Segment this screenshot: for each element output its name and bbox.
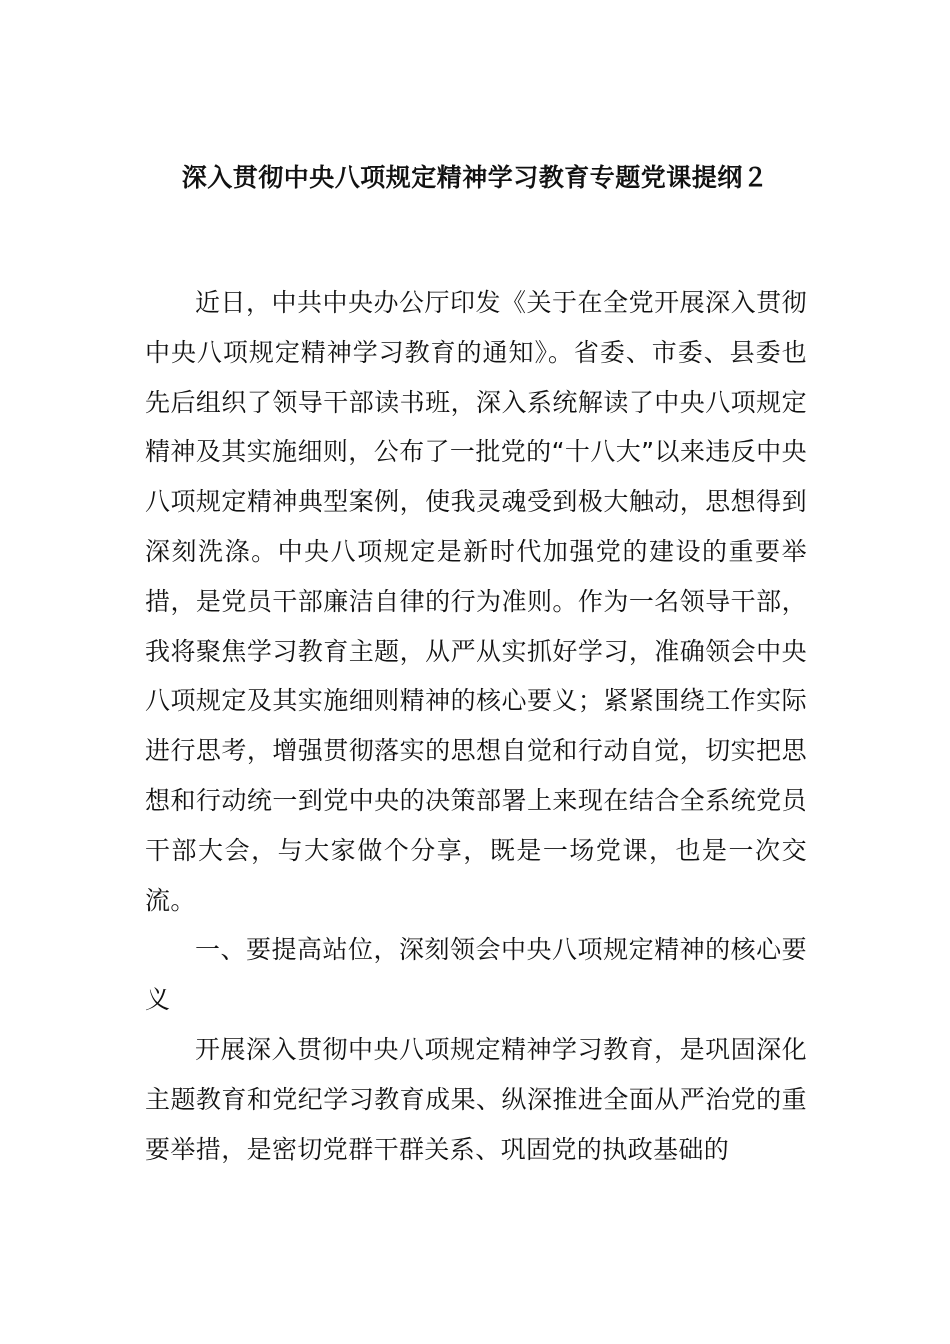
intro-paragraph: 近日，中共中央办公厅印发《关于在全党开展深入贯彻中央八项规定精神学习教育的通知》。省委、市委、县委也先后组织了领导干部读书班，深入系统解读了中央八项规定精神及其实施细则，公布了一批党的“十八大”以来违反中央八项规定精神典型案例，使我灵魂受到极大触动，思想得到深刻洗涤。中央八项规定是新时代加强党的建设的重要举措，是党员干部廉洁自律的行为准则。作为一名领导干部，我将聚焦学习教育主题，从严从实抓好学习，准确领会中央八项规定及其实施细则精神的核心要义；紧紧围绕工作实际进行思考，增强贯彻落实的思想自觉和行动自觉，切实把思想和行动统一到党中央的决策部署上来现在结合全系统党员干部大会，与大家做个分享，既是一场党课，也是一次交流。 (145, 288, 807, 915)
document-body (145, 278, 807, 1174)
section-heading-1: 一、要提高站位，深刻领会中央八项规定精神的核心要义 (145, 935, 807, 1015)
section-1-paragraph: 开展深入贯彻中央八项规定精神学习教育，是巩固深化主题教育和党纪学习教育成果、纵深推进全面从严治党的重要举措，是密切党群干群关系、巩固党的执政基础的 (145, 1034, 807, 1164)
document-title: 深入贯彻中央八项规定精神学习教育专题党课提纲２ (181, 163, 769, 192)
